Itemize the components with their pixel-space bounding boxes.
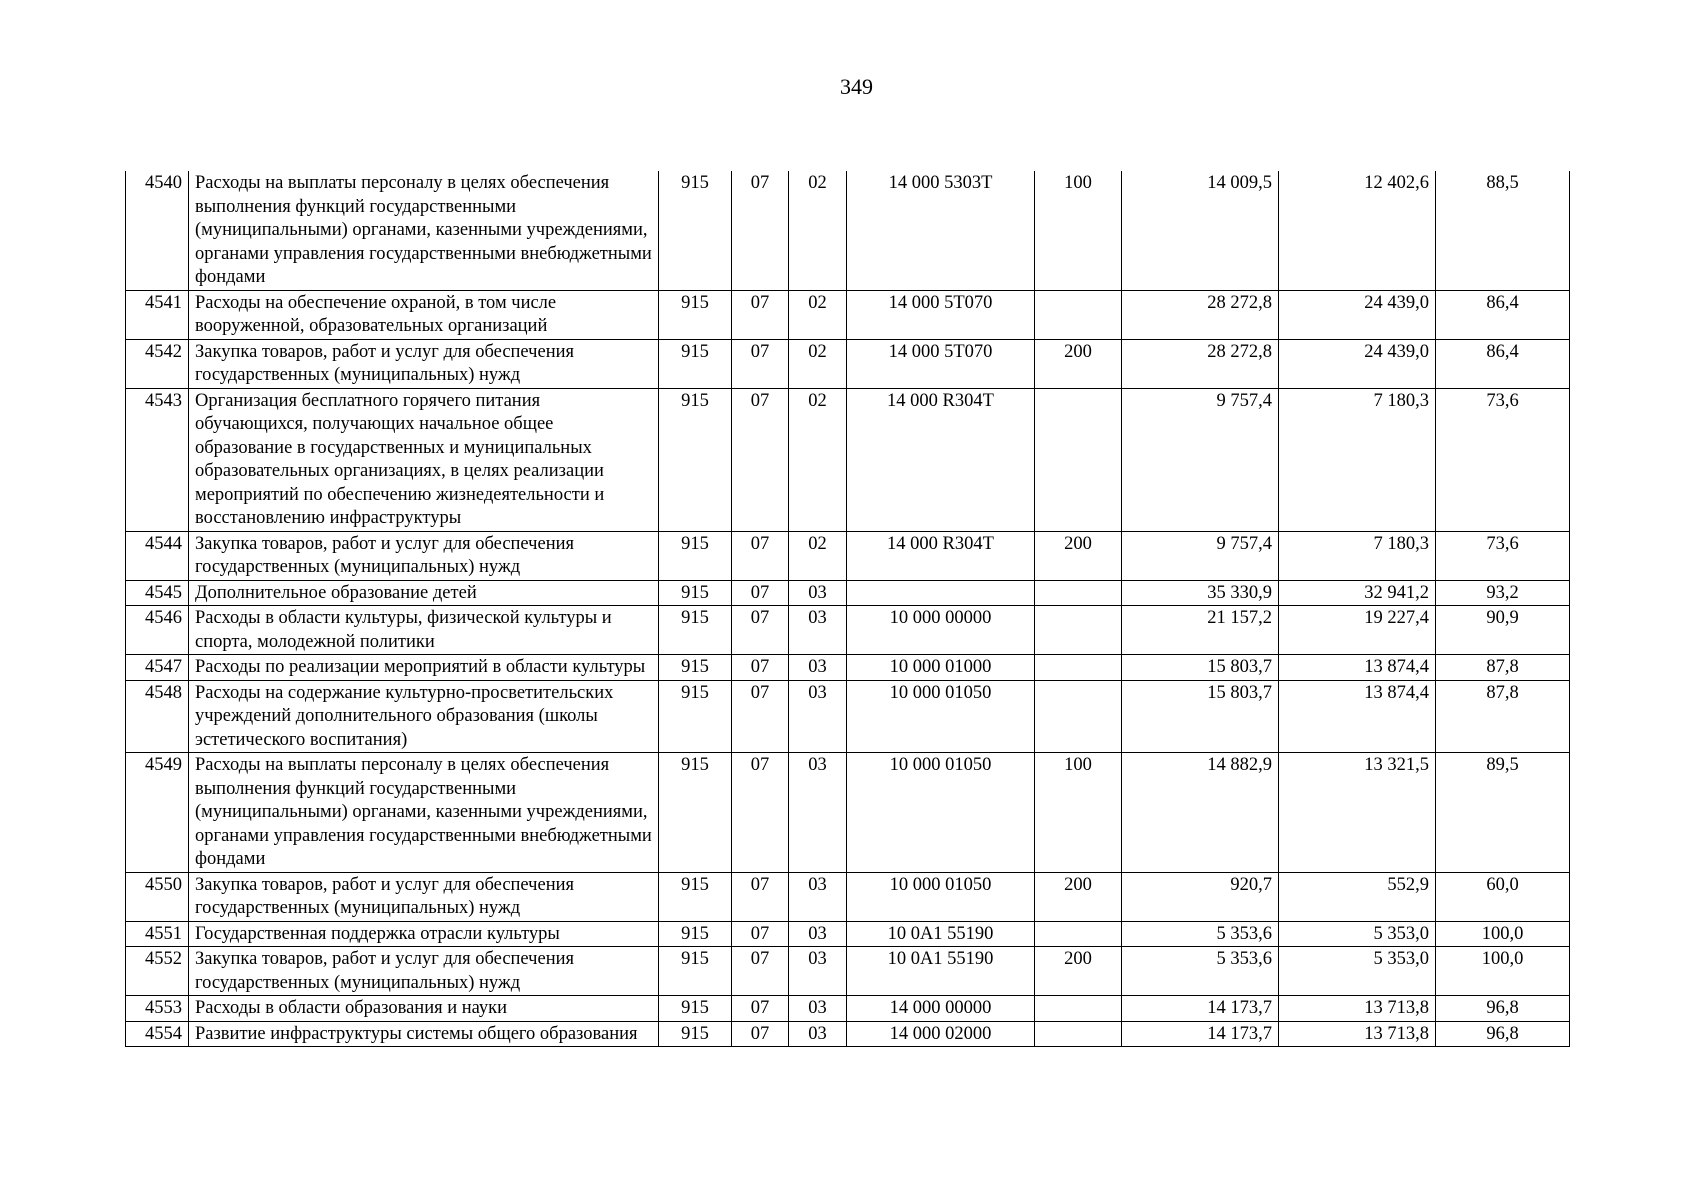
table-row bbox=[126, 1021, 1570, 1047]
target-article-cell: 10 0A1 55190 bbox=[847, 921, 1035, 947]
subsection-code-cell: 02 bbox=[789, 171, 847, 290]
execution-percent-cell: 93,2 bbox=[1436, 580, 1570, 606]
section-code-cell: 07 bbox=[732, 996, 789, 1022]
planned-amount-cell: 21 157,2 bbox=[1122, 606, 1279, 655]
subsection-code-cell: 02 bbox=[789, 388, 847, 531]
row-number-cell: 4541 bbox=[126, 290, 189, 339]
subsection-code-cell: 03 bbox=[789, 680, 847, 753]
row-number-cell: 4548 bbox=[126, 680, 189, 753]
table-row bbox=[126, 339, 1570, 388]
section-code-cell: 07 bbox=[732, 290, 789, 339]
section-code-cell: 07 bbox=[732, 872, 789, 921]
subsection-code-cell: 02 bbox=[789, 531, 847, 580]
section-code-cell: 07 bbox=[732, 753, 789, 873]
section-code-cell: 07 bbox=[732, 339, 789, 388]
department-code-cell: 915 bbox=[659, 947, 732, 996]
expense-name-cell: Развитие инфраструктуры системы общего образования bbox=[189, 1021, 659, 1047]
expense-type-cell bbox=[1035, 921, 1122, 947]
row-number-cell: 4545 bbox=[126, 580, 189, 606]
section-code-cell: 07 bbox=[732, 531, 789, 580]
target-article-cell: 14 000 5303T bbox=[847, 171, 1035, 290]
execution-percent-cell: 88,5 bbox=[1436, 171, 1570, 290]
expense-name-cell: Расходы в области образования и науки bbox=[189, 996, 659, 1022]
section-code-cell: 07 bbox=[732, 388, 789, 531]
expense-name-cell: Расходы по реализации мероприятий в области культуры bbox=[189, 655, 659, 681]
department-code-cell: 915 bbox=[659, 606, 732, 655]
row-number-cell: 4547 bbox=[126, 655, 189, 681]
section-code-cell: 07 bbox=[732, 580, 789, 606]
subsection-code-cell: 03 bbox=[789, 947, 847, 996]
actual-amount-cell: 13 874,4 bbox=[1279, 655, 1436, 681]
target-article-cell: 10 0A1 55190 bbox=[847, 947, 1035, 996]
department-code-cell: 915 bbox=[659, 996, 732, 1022]
table-row bbox=[126, 680, 1570, 753]
planned-amount-cell: 15 803,7 bbox=[1122, 655, 1279, 681]
planned-amount-cell: 15 803,7 bbox=[1122, 680, 1279, 753]
subsection-code-cell: 03 bbox=[789, 753, 847, 873]
expense-type-cell bbox=[1035, 290, 1122, 339]
section-code-cell: 07 bbox=[732, 680, 789, 753]
table-row bbox=[126, 655, 1570, 681]
table-row bbox=[126, 580, 1570, 606]
expense-type-cell bbox=[1035, 655, 1122, 681]
actual-amount-cell: 13 321,5 bbox=[1279, 753, 1436, 873]
planned-amount-cell: 35 330,9 bbox=[1122, 580, 1279, 606]
expense-name-cell: Государственная поддержка отрасли культуры bbox=[189, 921, 659, 947]
target-article-cell: 14 000 R304T bbox=[847, 388, 1035, 531]
execution-percent-cell: 100,0 bbox=[1436, 921, 1570, 947]
department-code-cell: 915 bbox=[659, 680, 732, 753]
planned-amount-cell: 28 272,8 bbox=[1122, 290, 1279, 339]
department-code-cell: 915 bbox=[659, 388, 732, 531]
actual-amount-cell: 13 874,4 bbox=[1279, 680, 1436, 753]
actual-amount-cell: 19 227,4 bbox=[1279, 606, 1436, 655]
subsection-code-cell: 03 bbox=[789, 921, 847, 947]
department-code-cell: 915 bbox=[659, 872, 732, 921]
target-article-cell: 14 000 00000 bbox=[847, 996, 1035, 1022]
row-number-cell: 4546 bbox=[126, 606, 189, 655]
table-row bbox=[126, 947, 1570, 996]
execution-percent-cell: 89,5 bbox=[1436, 753, 1570, 873]
expense-type-cell: 200 bbox=[1035, 872, 1122, 921]
row-number-cell: 4549 bbox=[126, 753, 189, 873]
planned-amount-cell: 14 882,9 bbox=[1122, 753, 1279, 873]
expense-type-cell bbox=[1035, 580, 1122, 606]
planned-amount-cell: 5 353,6 bbox=[1122, 947, 1279, 996]
department-code-cell: 915 bbox=[659, 339, 732, 388]
department-code-cell: 915 bbox=[659, 290, 732, 339]
department-code-cell: 915 bbox=[659, 655, 732, 681]
table-row bbox=[126, 388, 1570, 531]
row-number-cell: 4553 bbox=[126, 996, 189, 1022]
target-article-cell: 14 000 5T070 bbox=[847, 290, 1035, 339]
expense-name-cell: Расходы на выплаты персоналу в целях обеспечения выполнения функций государственными (муниципальными) органами, казенными учреждениями, органами управления государственными внебюджетными фондами bbox=[189, 753, 659, 873]
expense-name-cell: Расходы на обеспечение охраной, в том числе вооруженной, образовательных организаций bbox=[189, 290, 659, 339]
planned-amount-cell: 28 272,8 bbox=[1122, 339, 1279, 388]
table-row bbox=[126, 996, 1570, 1022]
department-code-cell: 915 bbox=[659, 171, 732, 290]
department-code-cell: 915 bbox=[659, 753, 732, 873]
department-code-cell: 915 bbox=[659, 580, 732, 606]
planned-amount-cell: 920,7 bbox=[1122, 872, 1279, 921]
planned-amount-cell: 5 353,6 bbox=[1122, 921, 1279, 947]
expense-type-cell: 200 bbox=[1035, 947, 1122, 996]
page-number: 349 bbox=[840, 74, 873, 99]
execution-percent-cell: 86,4 bbox=[1436, 290, 1570, 339]
target-article-cell bbox=[847, 580, 1035, 606]
expense-name-cell: Расходы на выплаты персоналу в целях обеспечения выполнения функций государственными (муниципальными) органами, казенными учреждениями, органами управления государственными внебюджетными фондами bbox=[189, 171, 659, 290]
budget-table bbox=[125, 171, 1570, 1047]
section-code-cell: 07 bbox=[732, 171, 789, 290]
row-number-cell: 4540 bbox=[126, 171, 189, 290]
actual-amount-cell: 5 353,0 bbox=[1279, 921, 1436, 947]
expense-type-cell bbox=[1035, 606, 1122, 655]
table-row bbox=[126, 290, 1570, 339]
expense-name-cell: Закупка товаров, работ и услуг для обеспечения государственных (муниципальных) нужд bbox=[189, 947, 659, 996]
actual-amount-cell: 7 180,3 bbox=[1279, 531, 1436, 580]
actual-amount-cell: 7 180,3 bbox=[1279, 388, 1436, 531]
expense-type-cell: 100 bbox=[1035, 753, 1122, 873]
expense-name-cell: Дополнительное образование детей bbox=[189, 580, 659, 606]
target-article-cell: 10 000 01000 bbox=[847, 655, 1035, 681]
expense-type-cell: 200 bbox=[1035, 531, 1122, 580]
target-article-cell: 14 000 R304T bbox=[847, 531, 1035, 580]
expense-name-cell: Закупка товаров, работ и услуг для обеспечения государственных (муниципальных) нужд bbox=[189, 872, 659, 921]
subsection-code-cell: 03 bbox=[789, 580, 847, 606]
expense-type-cell bbox=[1035, 388, 1122, 531]
table-row bbox=[126, 171, 1570, 290]
row-number-cell: 4544 bbox=[126, 531, 189, 580]
expense-type-cell bbox=[1035, 1021, 1122, 1047]
table-row bbox=[126, 921, 1570, 947]
expense-type-cell: 200 bbox=[1035, 339, 1122, 388]
subsection-code-cell: 03 bbox=[789, 655, 847, 681]
actual-amount-cell: 32 941,2 bbox=[1279, 580, 1436, 606]
target-article-cell: 14 000 5T070 bbox=[847, 339, 1035, 388]
expense-name-cell: Расходы в области культуры, физической культуры и спорта, молодежной политики bbox=[189, 606, 659, 655]
actual-amount-cell: 552,9 bbox=[1279, 872, 1436, 921]
actual-amount-cell: 24 439,0 bbox=[1279, 290, 1436, 339]
expense-name-cell: Расходы на содержание культурно-просветительских учреждений дополнительного образования (школы эстетического воспитания) bbox=[189, 680, 659, 753]
expense-type-cell bbox=[1035, 996, 1122, 1022]
table-row bbox=[126, 872, 1570, 921]
expense-name-cell: Организация бесплатного горячего питания обучающихся, получающих начальное общее образование в государственных и муниципальных образовательных организациях, в целях реализации мероприятий по обеспечению жизнедеятельности и восстановлению инфраструктуры bbox=[189, 388, 659, 531]
actual-amount-cell: 13 713,8 bbox=[1279, 996, 1436, 1022]
execution-percent-cell: 86,4 bbox=[1436, 339, 1570, 388]
actual-amount-cell: 13 713,8 bbox=[1279, 1021, 1436, 1047]
planned-amount-cell: 14 173,7 bbox=[1122, 996, 1279, 1022]
subsection-code-cell: 03 bbox=[789, 606, 847, 655]
subsection-code-cell: 03 bbox=[789, 1021, 847, 1047]
row-number-cell: 4551 bbox=[126, 921, 189, 947]
expense-name-cell: Закупка товаров, работ и услуг для обеспечения государственных (муниципальных) нужд bbox=[189, 531, 659, 580]
row-number-cell: 4552 bbox=[126, 947, 189, 996]
target-article-cell: 10 000 01050 bbox=[847, 753, 1035, 873]
table-row bbox=[126, 753, 1570, 873]
execution-percent-cell: 73,6 bbox=[1436, 388, 1570, 531]
subsection-code-cell: 03 bbox=[789, 872, 847, 921]
table-row bbox=[126, 606, 1570, 655]
expense-type-cell: 100 bbox=[1035, 171, 1122, 290]
subsection-code-cell: 02 bbox=[789, 339, 847, 388]
row-number-cell: 4542 bbox=[126, 339, 189, 388]
planned-amount-cell: 9 757,4 bbox=[1122, 531, 1279, 580]
section-code-cell: 07 bbox=[732, 1021, 789, 1047]
subsection-code-cell: 02 bbox=[789, 290, 847, 339]
actual-amount-cell: 5 353,0 bbox=[1279, 947, 1436, 996]
planned-amount-cell: 9 757,4 bbox=[1122, 388, 1279, 531]
department-code-cell: 915 bbox=[659, 921, 732, 947]
target-article-cell: 14 000 02000 bbox=[847, 1021, 1035, 1047]
execution-percent-cell: 87,8 bbox=[1436, 655, 1570, 681]
execution-percent-cell: 96,8 bbox=[1436, 1021, 1570, 1047]
row-number-cell: 4550 bbox=[126, 872, 189, 921]
table-row bbox=[126, 531, 1570, 580]
execution-percent-cell: 100,0 bbox=[1436, 947, 1570, 996]
actual-amount-cell: 24 439,0 bbox=[1279, 339, 1436, 388]
row-number-cell: 4543 bbox=[126, 388, 189, 531]
execution-percent-cell: 87,8 bbox=[1436, 680, 1570, 753]
planned-amount-cell: 14 009,5 bbox=[1122, 171, 1279, 290]
execution-percent-cell: 73,6 bbox=[1436, 531, 1570, 580]
department-code-cell: 915 bbox=[659, 531, 732, 580]
row-number-cell: 4554 bbox=[126, 1021, 189, 1047]
expense-name-cell: Закупка товаров, работ и услуг для обеспечения государственных (муниципальных) нужд bbox=[189, 339, 659, 388]
execution-percent-cell: 60,0 bbox=[1436, 872, 1570, 921]
actual-amount-cell: 12 402,6 bbox=[1279, 171, 1436, 290]
execution-percent-cell: 90,9 bbox=[1436, 606, 1570, 655]
target-article-cell: 10 000 01050 bbox=[847, 872, 1035, 921]
section-code-cell: 07 bbox=[732, 947, 789, 996]
section-code-cell: 07 bbox=[732, 655, 789, 681]
section-code-cell: 07 bbox=[732, 606, 789, 655]
department-code-cell: 915 bbox=[659, 1021, 732, 1047]
section-code-cell: 07 bbox=[732, 921, 789, 947]
subsection-code-cell: 03 bbox=[789, 996, 847, 1022]
target-article-cell: 10 000 00000 bbox=[847, 606, 1035, 655]
execution-percent-cell: 96,8 bbox=[1436, 996, 1570, 1022]
planned-amount-cell: 14 173,7 bbox=[1122, 1021, 1279, 1047]
expense-type-cell bbox=[1035, 680, 1122, 753]
target-article-cell: 10 000 01050 bbox=[847, 680, 1035, 753]
